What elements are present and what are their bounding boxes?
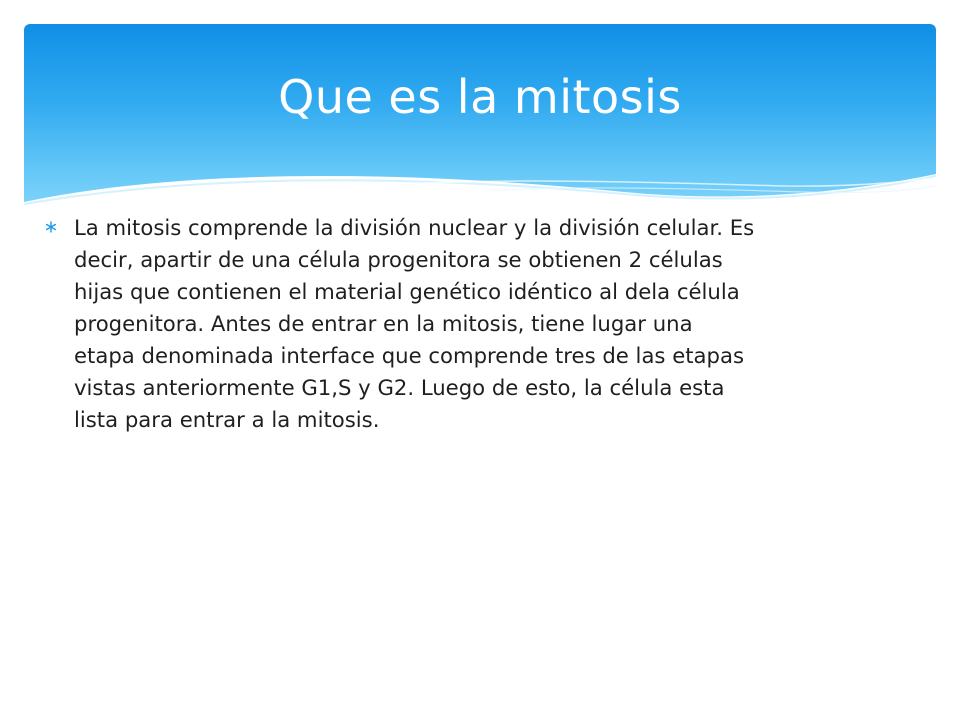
title-banner [24,24,936,229]
bullet-line: vistas anteriormente G1,S y G2. Luego de esto, la célula esta [74,375,725,400]
asterisk-bullet-icon [40,216,62,238]
slide-title: Que es la mitosis [278,70,682,124]
bullet-line: etapa denominada interface que comprende tres de las etapas [74,343,745,368]
wave-decoration [24,24,936,229]
bullet-text [74,212,910,436]
bullet-line: hijas que contienen el material genético idéntico al dela célula [74,279,740,304]
bullet-line: lista para entrar a la mitosis. [74,407,380,432]
bullet-line: decir, apartir de una célula progenitora se obtienen 2 células [74,247,723,272]
bullet-item [40,212,910,436]
bullet-line: progenitora. Antes de entrar en la mitosis, tiene lugar una [74,311,693,336]
slide-body [40,212,910,436]
bullet-line: La mitosis comprende la división nuclear y la división celular. Es [74,215,755,240]
